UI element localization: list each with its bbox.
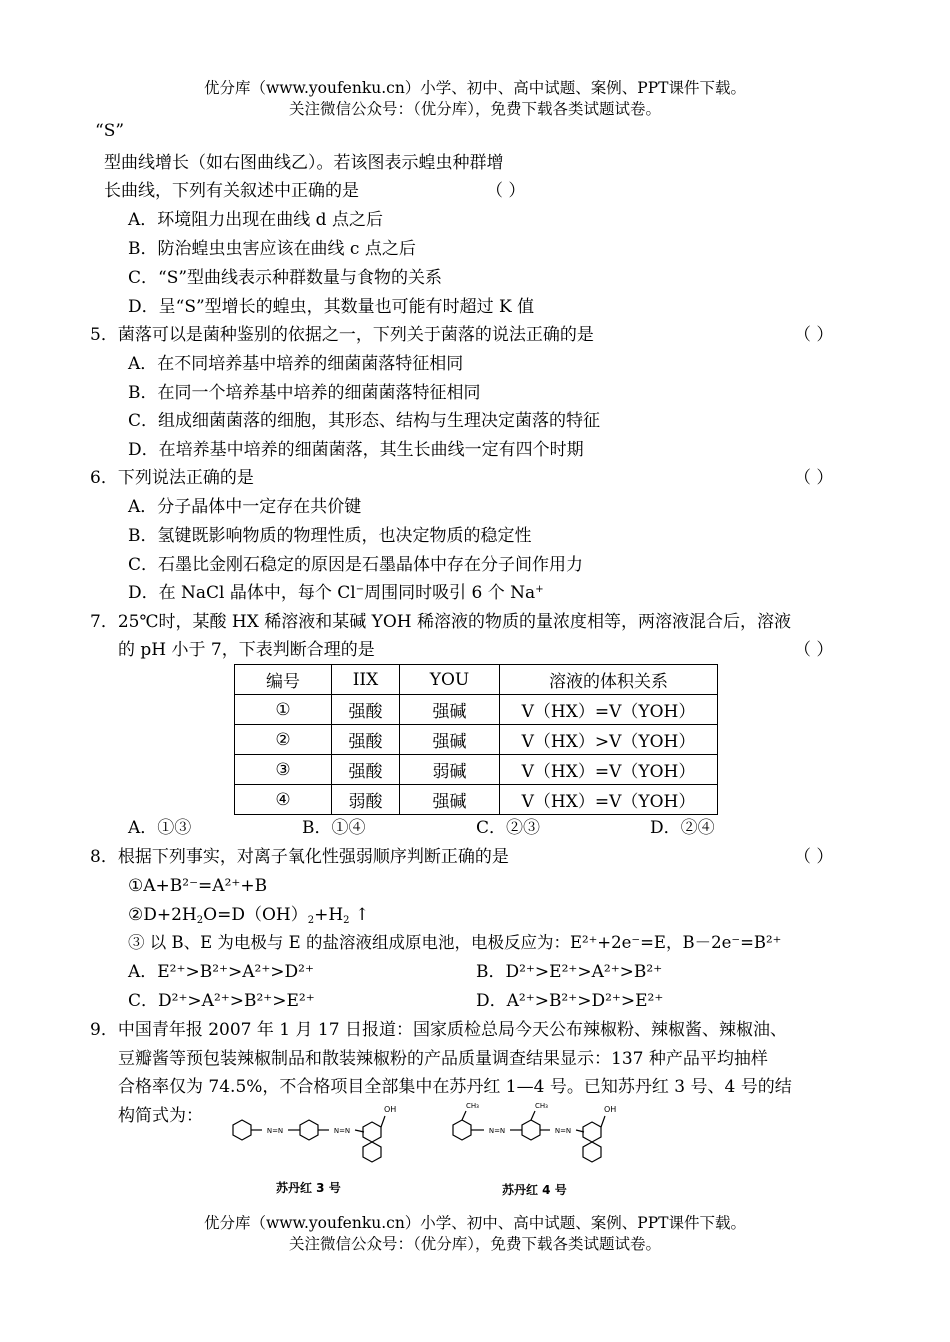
q4-option-d: D．呈“S”型增长的蝗虫，其数量也可能有时超过 K 值 bbox=[128, 297, 535, 317]
table-cell: ① bbox=[235, 695, 332, 725]
azo-label-2: N=N bbox=[554, 1127, 572, 1135]
q6-d-text-2: 周围同时吸引 6 个 Na bbox=[364, 583, 536, 603]
table-cell: V（HX）>V（YOH） bbox=[500, 725, 718, 755]
sudan-red-4-caption: 苏丹红 4 号 bbox=[502, 1183, 567, 1197]
benzene-ring-2 bbox=[522, 1120, 540, 1140]
naphthol-ring-b bbox=[363, 1142, 381, 1162]
q5-option-a: A．在不同培养基中培养的细菌菌落特征相同 bbox=[128, 354, 464, 374]
q8-option-c: C．D²⁺>A²⁺>B²⁺>E²⁺ bbox=[128, 991, 315, 1011]
benzene-ring-2 bbox=[300, 1120, 318, 1140]
q8-f2-sub-1: 2 bbox=[196, 915, 204, 926]
gas-arrow-icon: ↑ bbox=[349, 905, 370, 925]
q5-option-b: B．在同一个培养基中培养的细菌菌落特征相同 bbox=[128, 383, 481, 403]
table-header-cell: YOU bbox=[400, 665, 500, 695]
q7-option-b: B．①④ bbox=[302, 818, 366, 838]
q6-option-c: C．石墨比金刚石稳定的原因是石墨晶体中存在分子间作用力 bbox=[128, 555, 584, 575]
azo-label-1: N=N bbox=[488, 1127, 506, 1135]
sudan-red-4-structure bbox=[446, 1096, 646, 1174]
table-row bbox=[235, 725, 718, 755]
q8-f2-text-1: ②D+2H bbox=[128, 905, 197, 925]
table-cell: 强酸 bbox=[332, 725, 400, 755]
q4-stem-line1: 型曲线增长（如右图曲线乙）。若该图表示蝗虫种群增 bbox=[104, 153, 504, 173]
azo-label-1: N=N bbox=[266, 1127, 284, 1135]
table-row bbox=[235, 755, 718, 785]
q7-answer-paren: （ ） bbox=[794, 640, 834, 660]
q8-option-b: B．D²⁺>E²⁺>A²⁺>B²⁺ bbox=[476, 962, 663, 982]
q6-d-text-1: D．在 NaCl 晶体中，每个 Cl bbox=[128, 583, 356, 603]
q5-option-d: D．在培养基中培养的细菌菌落，其生长曲线一定有四个时期 bbox=[128, 440, 584, 460]
table-cell: 强碱 bbox=[400, 725, 500, 755]
q7-stem-line1: 7．25℃时，某酸 HX 稀溶液和某碱 YOH 稀溶液的物质的量浓度相等，两溶液混合后，溶液 bbox=[90, 612, 791, 632]
page-header-line2: 关注微信公众号：（优分库），免费下载各类试题试卷。 bbox=[288, 100, 661, 118]
q5-stem: 5．菌落可以是菌种鉴别的依据之一，下列关于菌落的说法正确的是 bbox=[90, 325, 594, 345]
q4-option-c: C．“S”型曲线表示种群数量与食物的关系 bbox=[128, 268, 443, 288]
oh-label: OH bbox=[604, 1105, 617, 1114]
table-row bbox=[235, 695, 718, 725]
q7-option-a: A．①③ bbox=[128, 818, 192, 838]
table-cell: ② bbox=[235, 725, 332, 755]
table-cell: 强碱 bbox=[400, 785, 500, 815]
q6-option-d bbox=[128, 581, 544, 605]
ch3-label-2: CH₃ bbox=[535, 1102, 548, 1110]
q4-answer-paren: （ ） bbox=[486, 181, 526, 201]
q6-answer-paren: （ ） bbox=[794, 468, 834, 488]
q8-fact-1: ①A+B²⁻=A²⁺+B bbox=[128, 876, 268, 896]
table-cell: 弱酸 bbox=[332, 785, 400, 815]
table-header-cell: 溶液的体积关系 bbox=[500, 665, 718, 695]
table-header-cell: 编号 bbox=[235, 665, 332, 695]
azo-label-2: N=N bbox=[333, 1127, 351, 1135]
table-cell: 强酸 bbox=[332, 755, 400, 785]
q5-option-c: C．组成细菌菌落的细胞，其形态、结构与生理决定菌落的特征 bbox=[128, 411, 601, 431]
table-cell: V（HX）=V（YOH） bbox=[500, 785, 718, 815]
q7-option-c: C．②③ bbox=[476, 818, 541, 838]
table-cell: V（HX）=V（YOH） bbox=[500, 695, 718, 725]
table-cell: ③ bbox=[235, 755, 332, 785]
q8-f2-text-3: +H bbox=[314, 905, 344, 925]
sudan-red-3-caption: 苏丹红 3 号 bbox=[276, 1181, 341, 1195]
q4-option-a: A．环境阻力出现在曲线 d 点之后 bbox=[128, 210, 383, 230]
q8-stem: 8．根据下列事实，对离子氧化性强弱顺序判断正确的是 bbox=[90, 847, 509, 867]
q7-stem-line2: 的 pH 小于 7，下表判断合理的是 bbox=[118, 640, 375, 660]
table-header-row bbox=[235, 665, 718, 695]
page-footer-line1: 优分库（www.youfenku.cn）小学、初中、高中试题、案例、PPT课件下载。 bbox=[203, 1214, 747, 1232]
q8-option-a: A．E²⁺>B²⁺>A²⁺>D²⁺ bbox=[128, 962, 314, 982]
q8-answer-paren: （ ） bbox=[794, 847, 834, 867]
q8-fact-2 bbox=[128, 903, 369, 927]
q4-stem-line2: 长曲线，下列有关叙述中正确的是 bbox=[104, 181, 359, 201]
q4-option-b: B．防治蝗虫虫害应该在曲线 c 点之后 bbox=[128, 239, 416, 259]
q6-option-a: A．分子晶体中一定存在共价键 bbox=[128, 497, 362, 517]
ch3-label-1: CH₃ bbox=[466, 1102, 479, 1110]
sudan-red-3-structure bbox=[226, 1096, 426, 1174]
table-cell: V（HX）=V（YOH） bbox=[500, 755, 718, 785]
table-cell: 强碱 bbox=[400, 695, 500, 725]
table-cell: 强酸 bbox=[332, 695, 400, 725]
oh-label: OH bbox=[384, 1105, 397, 1114]
benzene-ring-1 bbox=[233, 1120, 251, 1140]
q9-stem-line2: 豆瓣酱等预包装辣椒制品和散装辣椒粉的产品质量调查结果显示：137 种产品平均抽样 bbox=[118, 1049, 768, 1069]
q8-f2-text-2: O=D（OH） bbox=[203, 905, 308, 925]
benzene-ring-1 bbox=[453, 1120, 471, 1140]
q7-table bbox=[234, 664, 718, 815]
q9-stem-line1: 9．中国青年报 2007 年 1 月 17 日报道：国家质检总局今天公布辣椒粉、辣椒酱、辣椒油、 bbox=[90, 1020, 787, 1040]
q6-d-sup-2: + bbox=[535, 584, 544, 595]
q5-answer-paren: （ ） bbox=[794, 325, 834, 345]
page-footer-line2: 关注微信公众号：（优分库），免费下载各类试题试卷。 bbox=[288, 1235, 661, 1253]
q4-fragment: “S” bbox=[95, 121, 125, 141]
naphthol-ring-a bbox=[583, 1122, 601, 1142]
table-row bbox=[235, 785, 718, 815]
q6-option-b: B．氢键既影响物质的物理性质，也决定物质的稳定性 bbox=[128, 526, 532, 546]
q8-fact-3: ③ 以 B、E 为电极与 E 的盐溶液组成原电池，电极反应为：E²⁺+2e⁻=E，B－2e⁻=B²⁺ bbox=[128, 933, 782, 952]
q6-d-sup-1: − bbox=[355, 584, 365, 595]
q9-stem-line4: 构简式为： bbox=[118, 1106, 203, 1126]
naphthol-ring-a bbox=[363, 1122, 381, 1142]
q7-option-d: D．②④ bbox=[650, 818, 715, 838]
q6-stem: 6．下列说法正确的是 bbox=[90, 468, 254, 488]
naphthol-ring-b bbox=[583, 1142, 601, 1162]
q8-f2-sub-2: 2 bbox=[307, 915, 315, 926]
table-cell: ④ bbox=[235, 785, 332, 815]
q9-stem-line3: 合格率仅为 74.5%，不合格项目全部集中在苏丹红 1—4 号。已知苏丹红 3 号、4 号的结 bbox=[118, 1077, 792, 1097]
table-header-cell: IIX bbox=[332, 665, 400, 695]
q8-option-d: D．A²⁺>B²⁺>D²⁺>E²⁺ bbox=[476, 991, 664, 1011]
table-cell: 弱碱 bbox=[400, 755, 500, 785]
page-header-line1: 优分库（www.youfenku.cn）小学、初中、高中试题、案例、PPT课件下载。 bbox=[203, 79, 747, 97]
q8-f2-sub-3: 2 bbox=[343, 915, 350, 926]
